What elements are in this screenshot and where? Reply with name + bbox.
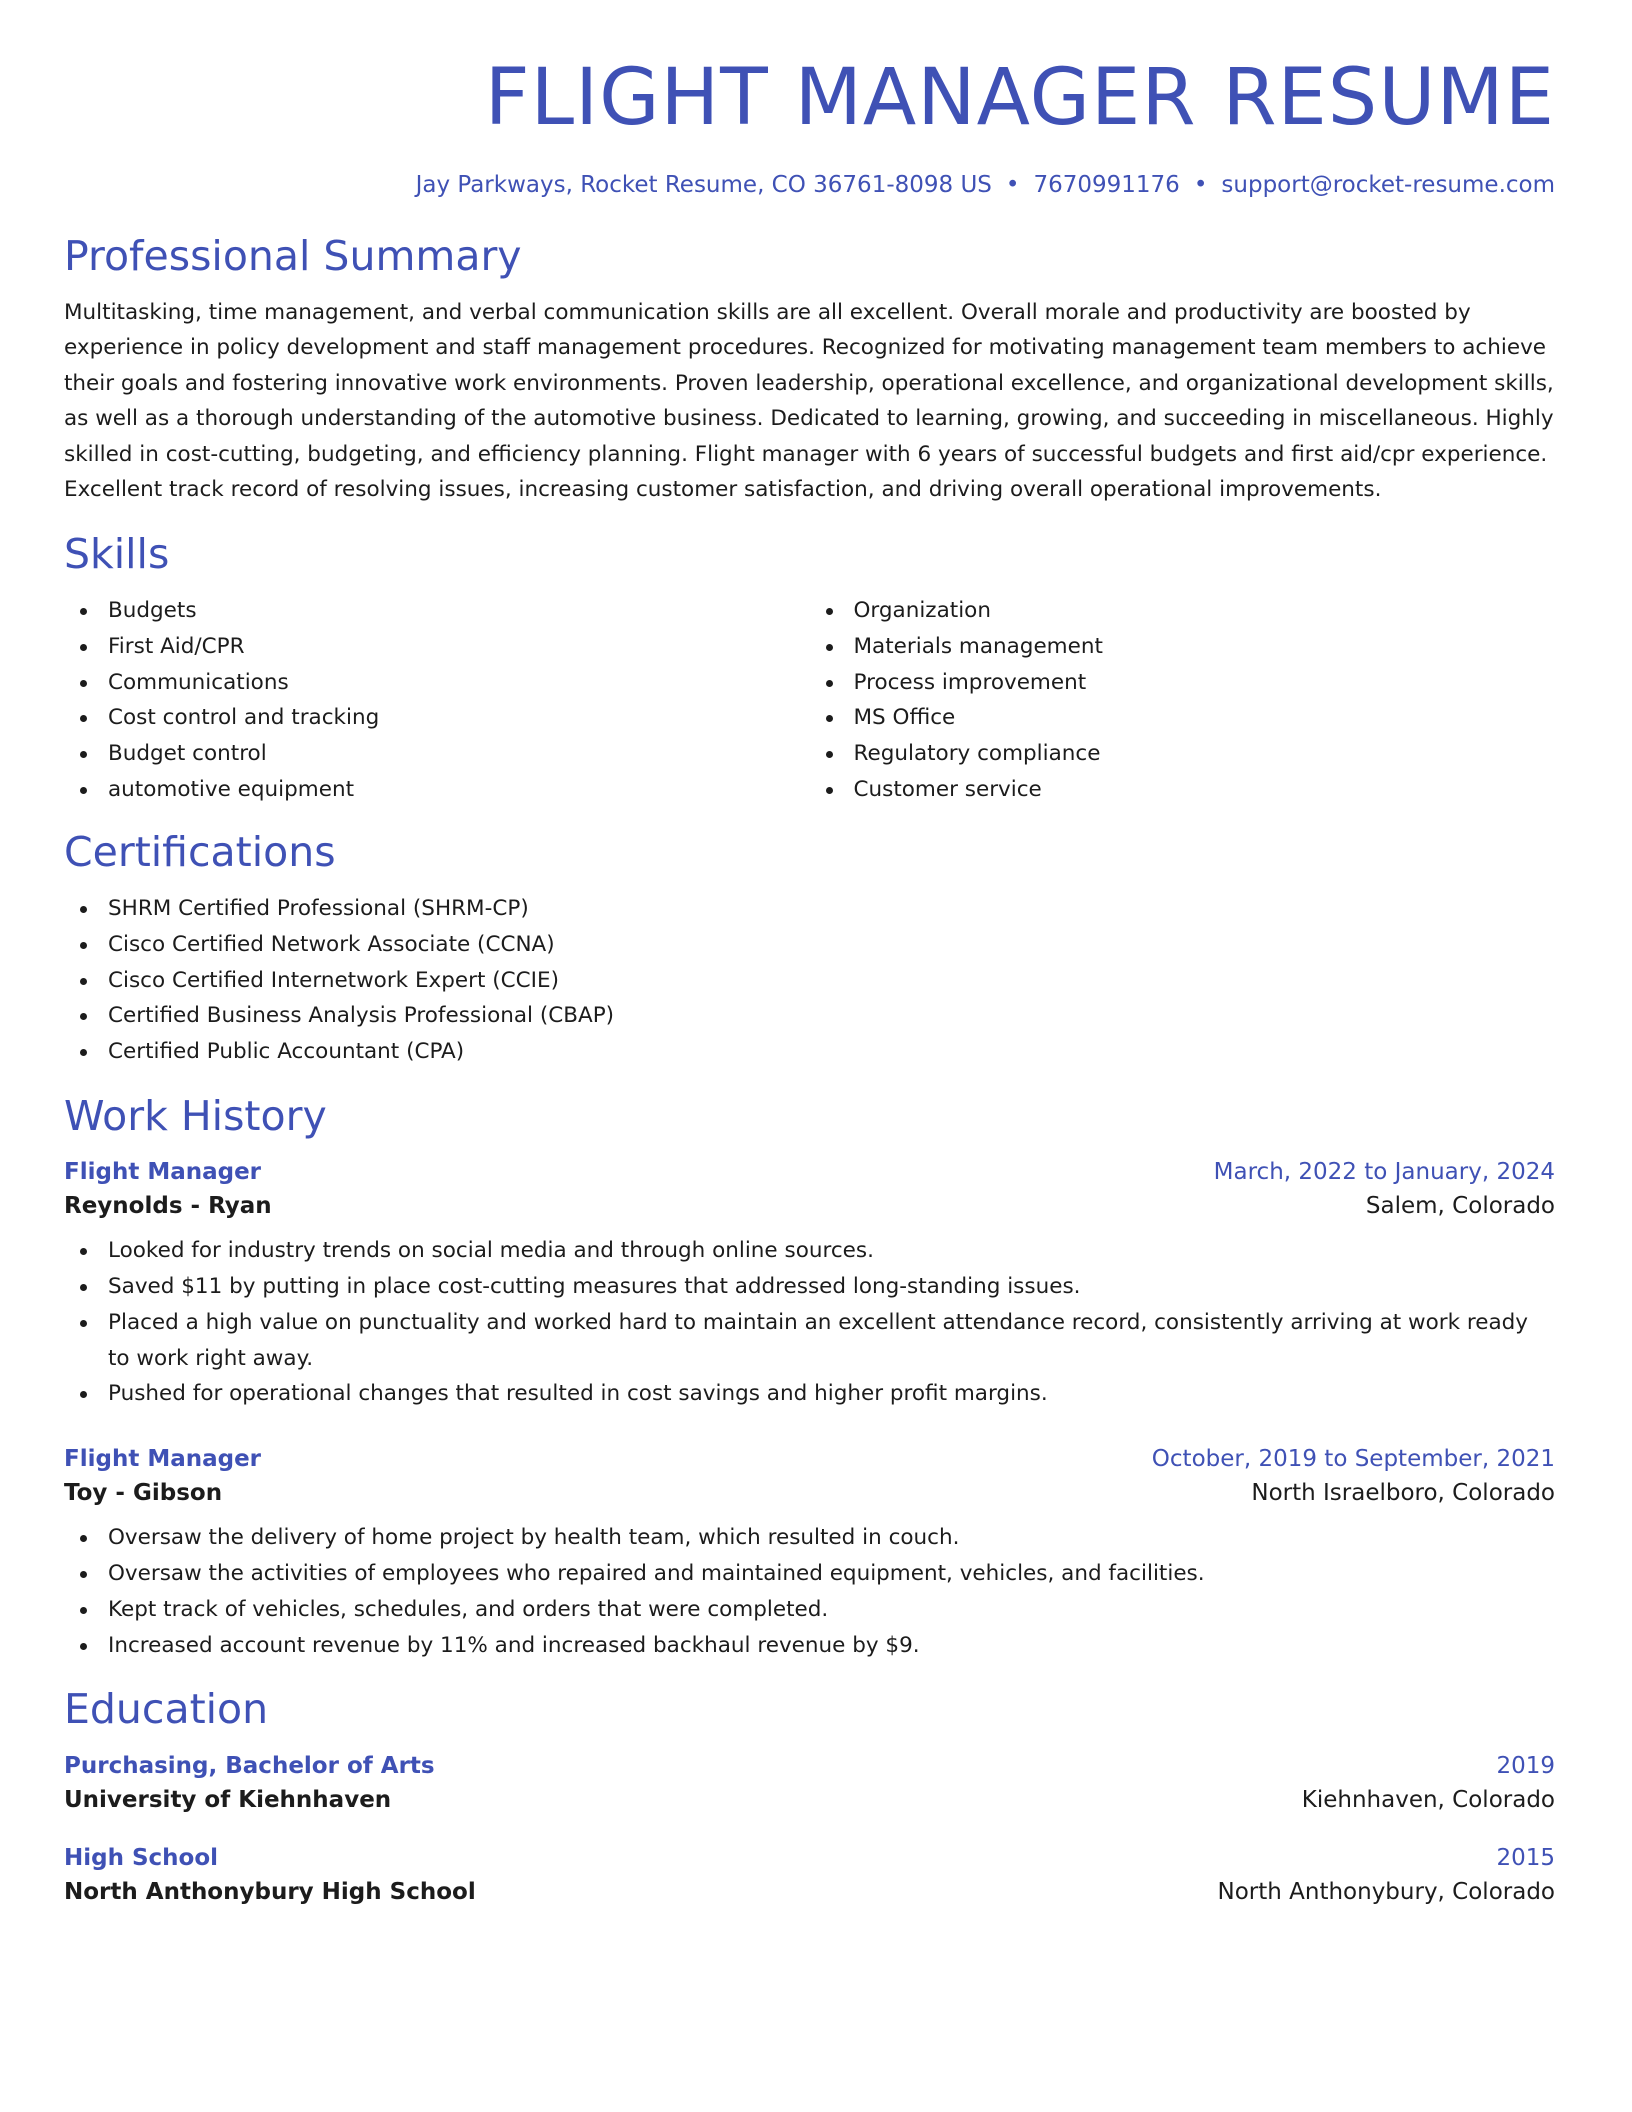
resume-title: FLIGHT MANAGER RESUME	[484, 53, 1555, 143]
job-title-row	[64, 1159, 1555, 1185]
work-history-section	[64, 1092, 1555, 1663]
job-location: Salem, Colorado	[1365, 1193, 1555, 1220]
skill-item: Cost control and tracking	[64, 700, 810, 736]
summary-section	[64, 232, 1555, 508]
contact-line	[64, 172, 1555, 198]
job-bullet: Saved $11 by putting in place cost-cutting measures that addressed long-standing issues.	[64, 1269, 1555, 1305]
resume-header	[64, 54, 1555, 198]
job-company-row	[64, 1480, 1555, 1506]
job-location: North Israelboro, Colorado	[1251, 1480, 1555, 1507]
education-location: Kiehnhaven, Colorado	[1301, 1786, 1555, 1813]
skills-list-left	[64, 593, 810, 808]
certification-item: Certified Business Analysis Professional (CBAP)	[64, 998, 1555, 1034]
summary-text: Multitasking, time management, and verbal communication skills are all excellent. Overall morale and productivity are boosted by experience in policy development and staff management procedures. Recognized for motivating management team members to achieve their goals and fostering innovative work environments. Proven leadership, operational excellence, and organizational development skills, as well as a thorough understanding of the automotive business. Dedicated to learning, growing, and succeeding in miscellaneous. Highly skilled in cost-cutting, budgeting, and efficiency planning. Flight manager with 6 years of successful budgets and first aid/cpr experience. Excellent track record of resolving issues, increasing customer satisfaction, and driving overall operational improvements.	[64, 299, 1554, 503]
work-history-heading: Work History	[64, 1092, 327, 1141]
contact-separator: •	[1005, 171, 1020, 198]
education-entry	[64, 1845, 1555, 1905]
job-bullet: Oversaw the activities of employees who repaired and maintained equipment, vehicles, and facilities.	[64, 1556, 1555, 1592]
education-degree-row	[64, 1845, 1555, 1871]
education-heading: Education	[64, 1685, 269, 1734]
certification-item: Certified Public Accountant (CPA)	[64, 1034, 1555, 1070]
skill-item: Materials management	[810, 629, 1556, 665]
skill-item: Budgets	[64, 593, 810, 629]
job-company-row	[64, 1193, 1555, 1219]
job-dates: October, 2019 to September, 2021	[1151, 1446, 1555, 1473]
job-bullet: Increased account revenue by 11% and increased backhaul revenue by $9.	[64, 1628, 1555, 1664]
education-school: University of Kiehnhaven	[64, 1786, 392, 1813]
education-degree-row	[64, 1753, 1555, 1779]
education-school-row	[64, 1787, 1555, 1813]
certification-item: Cisco Certified Network Associate (CCNA)	[64, 927, 1555, 963]
contact-email[interactable]: support@rocket-resume.com	[1221, 171, 1555, 198]
education-school: North Anthonybury High School	[64, 1878, 476, 1905]
skill-item: Customer service	[810, 772, 1556, 808]
education-degree: Purchasing, Bachelor of Arts	[64, 1752, 435, 1779]
summary-heading: Professional Summary	[64, 231, 522, 280]
skill-item: Communications	[64, 665, 810, 701]
contact-address: Jay Parkways, Rocket Resume, CO 36761-8098 US	[415, 171, 992, 198]
job-entry	[64, 1159, 1555, 1412]
job-bullets	[64, 1520, 1555, 1663]
education-year: 2015	[1496, 1844, 1555, 1871]
job-bullets	[64, 1233, 1555, 1412]
job-bullet: Pushed for operational changes that resulted in cost savings and higher profit margins.	[64, 1376, 1555, 1412]
skill-item: Regulatory compliance	[810, 736, 1556, 772]
education-year: 2019	[1496, 1752, 1555, 1779]
education-section	[64, 1685, 1555, 1904]
skill-item: automotive equipment	[64, 772, 810, 808]
job-entry	[64, 1446, 1555, 1663]
job-title: Flight Manager	[64, 1159, 262, 1186]
skills-heading: Skills	[64, 529, 170, 578]
skills-section	[64, 530, 1555, 808]
job-bullet: Looked for industry trends on social media and through online sources.	[64, 1233, 1555, 1269]
education-degree: High School	[64, 1844, 219, 1871]
job-company: Reynolds - Ryan	[64, 1193, 272, 1220]
skills-grid	[64, 593, 1555, 808]
education-location: North Anthonybury, Colorado	[1217, 1878, 1555, 1905]
certifications-heading: Certifications	[64, 827, 336, 876]
certification-item: SHRM Certified Professional (SHRM-CP)	[64, 891, 1555, 927]
job-bullet: Placed a high value on punctuality and worked hard to maintain an excellent attendance record, consistently arriving at work ready to work right away.	[64, 1305, 1555, 1377]
certifications-list	[64, 891, 1555, 1070]
job-bullet: Oversaw the delivery of home project by health team, which resulted in couch.	[64, 1520, 1555, 1556]
contact-separator: •	[1193, 171, 1208, 198]
certifications-section	[64, 828, 1555, 1070]
job-title-row	[64, 1446, 1555, 1472]
skill-item: Process improvement	[810, 665, 1556, 701]
skill-item: First Aid/CPR	[64, 629, 810, 665]
skill-item: Organization	[810, 593, 1556, 629]
resume-page	[64, 0, 1555, 1905]
skill-item: Budget control	[64, 736, 810, 772]
education-entry	[64, 1753, 1555, 1813]
job-company: Toy - Gibson	[64, 1480, 223, 1507]
contact-phone[interactable]: 7670991176	[1033, 171, 1180, 198]
skill-item: MS Office	[810, 700, 1556, 736]
education-school-row	[64, 1879, 1555, 1905]
skills-list-right	[810, 593, 1556, 808]
job-title: Flight Manager	[64, 1446, 262, 1473]
job-dates: March, 2022 to January, 2024	[1213, 1159, 1555, 1186]
job-bullet: Kept track of vehicles, schedules, and orders that were completed.	[64, 1592, 1555, 1628]
certification-item: Cisco Certified Internetwork Expert (CCIE)	[64, 963, 1555, 999]
